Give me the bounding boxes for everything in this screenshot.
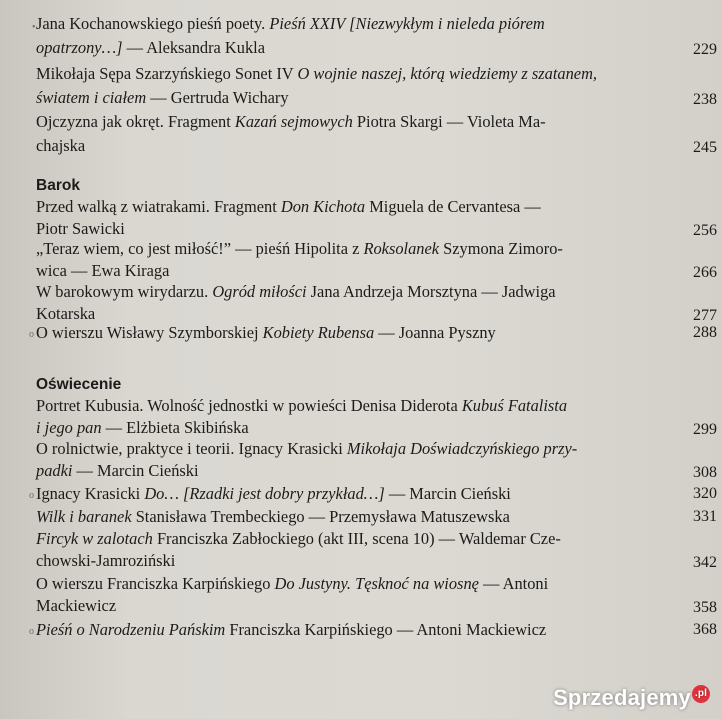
work-title: Pieśń XXIV [Niezwykłym i nieleda piórem: [269, 14, 545, 33]
entry-line: i jego pan — Elżbieta Skibińska: [36, 418, 249, 437]
entry-line: O wierszu Franciszka Karpińskiego Do Justyny. Tęsknoć na wiosnę — Antoni: [36, 574, 549, 593]
entry-line: „Teraz wiem, co jest miłość!” — pieśń Hipolita z Roksolanek Szymona Zimoro-: [36, 239, 563, 258]
work-title: Fircyk w zalotach: [36, 529, 153, 548]
work-title: Wilk i baranek: [36, 507, 132, 526]
page-number: 358: [693, 599, 717, 616]
entry-line: Ignacy Krasicki Do… [Rzadki jest dobry przykład…] — Marcin Cieński: [36, 484, 511, 503]
work-title: i jego pan: [36, 418, 102, 437]
work-title: Roksolanek: [363, 239, 440, 258]
work-title: Kazań sejmowych: [234, 112, 353, 131]
work-title: Do… [Rzadki jest dobry przykład…]: [144, 484, 385, 503]
toc-entry: [36, 196, 717, 240]
page-number: 277: [693, 307, 717, 324]
section-title-barok: Barok: [36, 177, 80, 194]
work-title: Kubuś Fatalista: [461, 396, 568, 415]
toc-entry: [36, 12, 717, 60]
margin-mark: o: [29, 329, 34, 340]
entry-line: chowski-Jamroziński: [36, 551, 176, 570]
entry-line: Mackiewicz: [36, 596, 117, 615]
page-number: 266: [693, 264, 717, 281]
page-number: 245: [693, 139, 717, 156]
page-number: 308: [693, 464, 717, 481]
entry-line: Piotr Sawicki: [36, 219, 125, 238]
toc-entry: [36, 438, 717, 482]
toc-entry: [36, 506, 717, 528]
page-number: 288: [693, 324, 717, 341]
margin-mark: o: [29, 626, 34, 637]
entry-line: światem i ciałem — Gertruda Wichary: [36, 88, 289, 107]
entry-line: Fircyk w zalotach Franciszka Zabłockiego (akt III, scena 10) — Waldemar Cze-: [36, 529, 561, 548]
entry-line: opatrzony…] — Aleksandra Kukla: [36, 38, 265, 57]
work-title: Ogród miłości: [212, 282, 307, 301]
entry-line: Ojczyzna jak okręt. Fragment Kazań sejmowych Piotra Skargi — Violeta Ma-: [36, 112, 546, 131]
toc-entry: [36, 395, 717, 439]
page-number: 256: [693, 222, 717, 239]
page-number: 229: [693, 41, 717, 58]
entry-line: O wierszu Wisławy Szymborskiej Kobiety Rubensa — Joanna Pyszny: [36, 323, 496, 342]
work-title: Mikołaja Doświadczyńskiego przy-: [346, 439, 578, 458]
toc-entry: [36, 573, 717, 617]
page-number: 238: [693, 91, 717, 108]
entry-line: wica — Ewa Kiraga: [36, 261, 170, 280]
entry-line: chajska: [36, 136, 86, 155]
watermark-logo: Sprzedajemy .pl: [553, 685, 710, 711]
entry-line: Wilk i baranek Stanisława Trembeckiego — Przemysława Matuszewska: [36, 507, 510, 526]
entry-line: O rolnictwie, praktyce i teorii. Ignacy Krasicki Mikołaja Doświadczyńskiego przy-: [36, 439, 578, 458]
toc-entry: [36, 483, 717, 505]
work-title: O wojnie naszej, którą wiedziemy z szatanem,: [297, 64, 598, 83]
toc-entry: [36, 110, 717, 158]
work-title: Pieśń o Narodzeniu Pańskim: [36, 620, 226, 639]
entry-line: Przed walką z wiatrakami. Fragment Don Kichota Miguela de Cervantesa —: [36, 197, 541, 216]
toc-entry: [36, 62, 717, 110]
toc-entry: [36, 528, 717, 572]
toc-entry: [36, 619, 717, 641]
work-title: padki: [36, 461, 73, 480]
entry-line: Portret Kubusia. Wolność jednostki w powieści Denisa Diderota Kubuś Fatalista: [36, 396, 568, 415]
page-number: 368: [693, 621, 717, 638]
entry-line: Kotarska: [36, 304, 96, 323]
entry-line: padki — Marcin Cieński: [36, 461, 199, 480]
entry-line: W barokowym wirydarzu. Ogród miłości Jana Andrzeja Morsztyna — Jadwiga: [36, 282, 556, 301]
page-number: 331: [693, 508, 717, 525]
entry-line: Mikołaja Sępa Szarzyńskiego Sonet IV O wojnie naszej, którą wiedziemy z szatanem,: [36, 64, 598, 83]
toc-entry: [36, 322, 717, 344]
work-title: Kobiety Rubensa: [262, 323, 375, 342]
page-number: 299: [693, 421, 717, 438]
work-title: światem i ciałem: [36, 88, 147, 107]
margin-mark: o: [29, 490, 34, 501]
work-title: Don Kichota: [280, 197, 366, 216]
work-title: Do Justyny. Tęsknoć na wiosnę: [274, 574, 479, 593]
margin-mark: •: [32, 22, 36, 33]
entry-line: Jana Kochanowskiego pieśń poety. Pieśń XXIV [Niezwykłym i nieleda piórem: [36, 14, 545, 33]
section-title-oswiecenie: Oświecenie: [36, 376, 122, 393]
work-title: opatrzony…]: [36, 38, 123, 57]
page-number: 320: [693, 485, 717, 502]
entry-line: Pieśń o Narodzeniu Pańskim Franciszka Karpińskiego — Antoni Mackiewicz: [36, 620, 547, 639]
page-number: 342: [693, 554, 717, 571]
toc-entry: [36, 281, 717, 325]
toc-entry: [36, 238, 717, 282]
